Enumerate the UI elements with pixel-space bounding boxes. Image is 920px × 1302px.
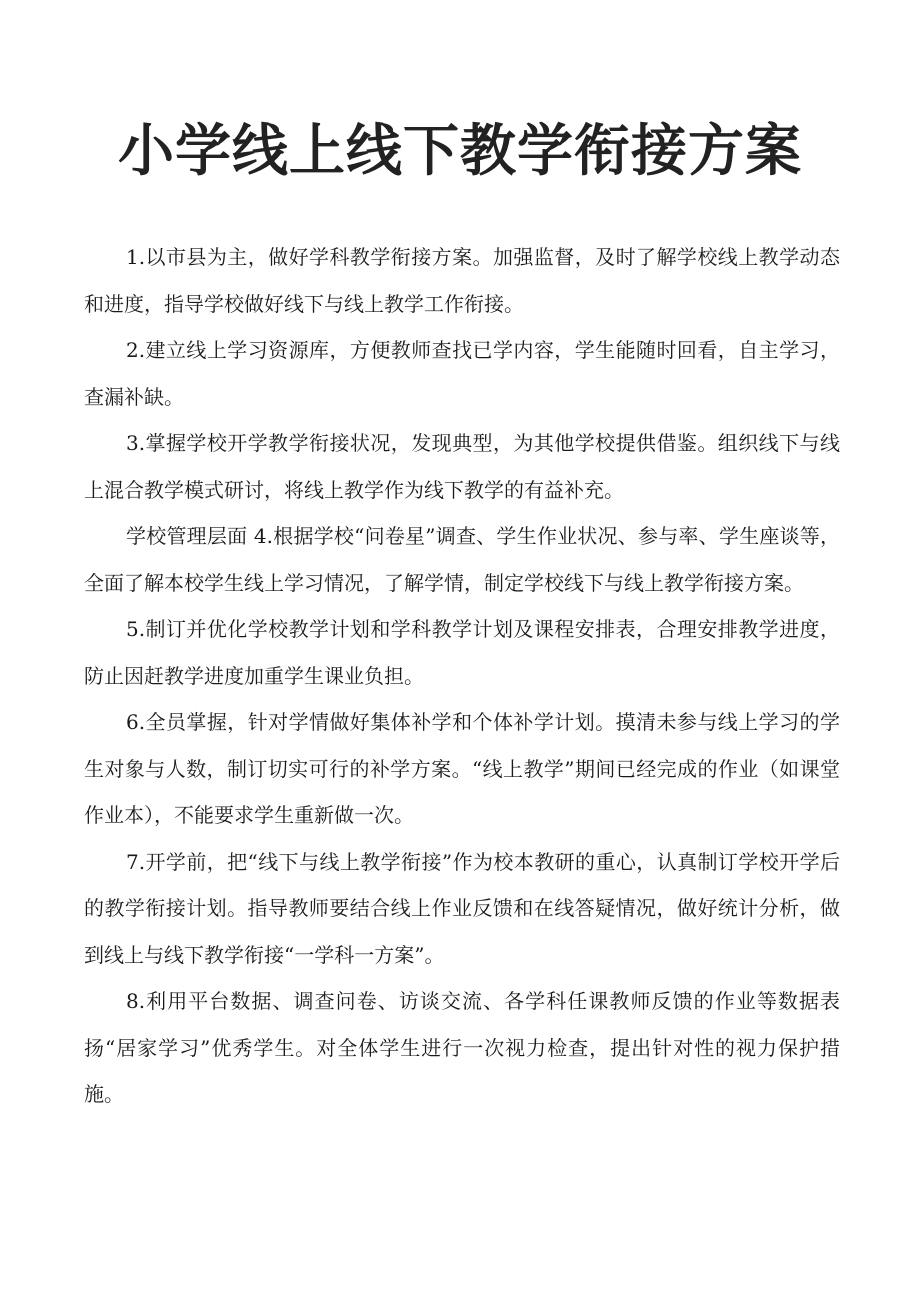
document-title: 小学线上线下教学衔接方案 (118, 119, 802, 184)
paragraph-7: 7.开学前，把“线下与线上教学衔接”作为校本教研的重心，认真制订学校开学后的教学衔接计划。指导教师要结合线上作业反馈和在线答疑情况，做好统计分析，做到线上与线下教学衔接“一学科一方案”。 (84, 849, 840, 967)
document-body (84, 234, 840, 1118)
paragraph-1: 1.以市县为主，做好学科教学衔接方案。加强监督，及时了解学校线上教学动态和进度，指导学校做好线下与线上教学工作衔接。 (84, 245, 840, 316)
paragraph-3: 3.掌握学校开学教学衔接状况，发现典型，为其他学校提供借鉴。组织线下与线上混合教学模式研讨，将线上教学作为线下教学的有益补充。 (84, 431, 840, 502)
paragraph-2: 2.建立线上学习资源库，方便教师查找已学内容，学生能随时回看，自主学习，查漏补缺。 (84, 338, 840, 409)
paragraph-8: 8.利用平台数据、调查问卷、访谈交流、各学科任课教师反馈的作业等数据表扬“居家学习”优秀学生。对全体学生进行一次视力检查，提出针对性的视力保护措施。 (84, 989, 840, 1106)
paragraph-5: 5.制订并优化学校教学计划和学科教学计划及课程安排表，合理安排教学进度，防止因赶教学进度加重学生课业负担。 (84, 617, 840, 688)
paragraph-6: 6.全员掌握，针对学情做好集体补学和个体补学计划。摸清未参与线上学习的学生对象与人数，制订切实可行的补学方案。“线上教学”期间已经完成的作业（如课堂作业本），不能要求学生重新做一次。 (84, 710, 840, 827)
paragraph-4: 学校管理层面 4.根据学校“问卷星”调查、学生作业状况、参与率、学生座谈等，全面了解本校学生线上学习情况，了解学情，制定学校线下与线上教学衔接方案。 (84, 524, 840, 595)
